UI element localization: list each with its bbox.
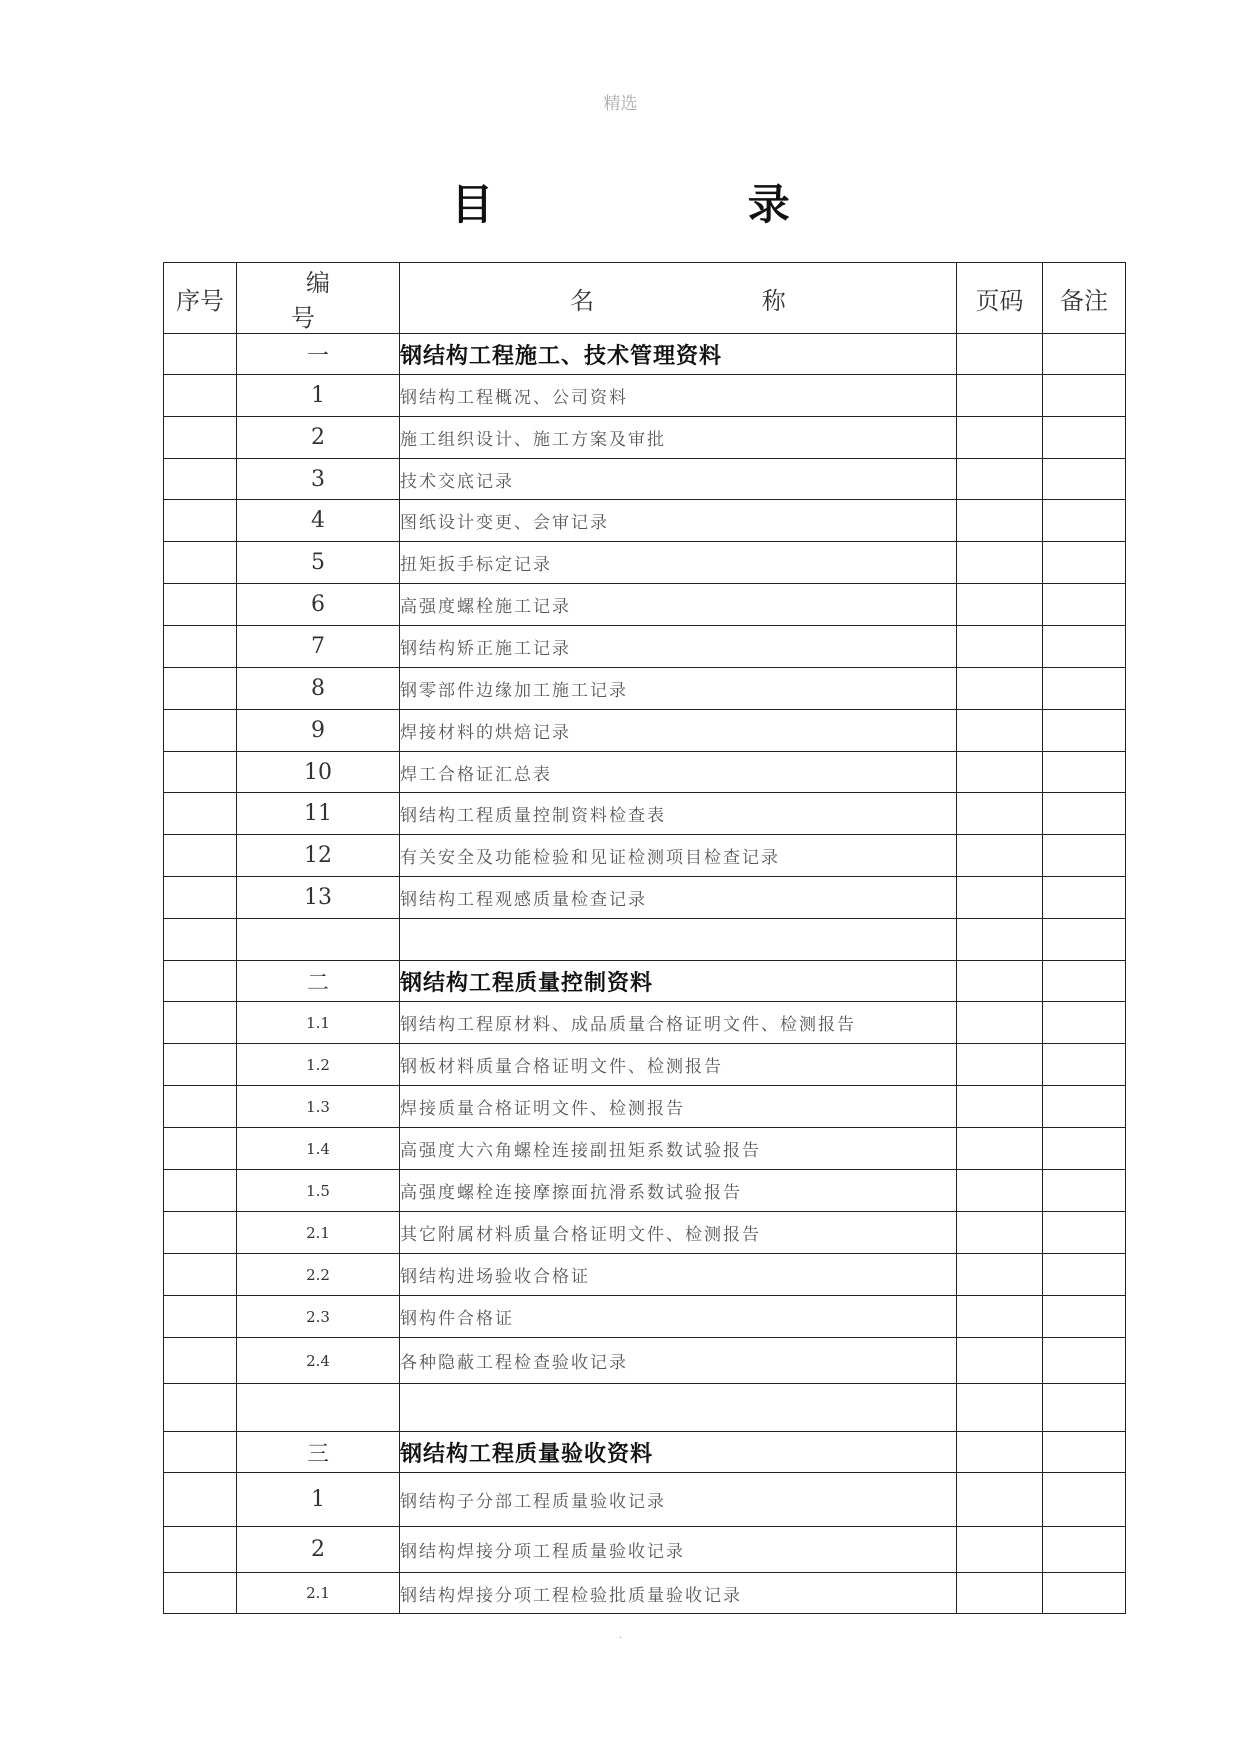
cell-name: [400, 919, 957, 961]
cell-note: [1043, 584, 1126, 626]
cell-seq: [164, 1212, 237, 1254]
cell-code: [237, 919, 400, 961]
cell-name: 钢结构工程施工、技术管理资料: [400, 334, 957, 375]
toc-row: [164, 1170, 1126, 1212]
cell-seq: [164, 1384, 237, 1432]
header-note: 备注: [1043, 263, 1126, 334]
header-name: 名 称: [400, 263, 957, 334]
cell-note: [1043, 1473, 1126, 1527]
cell-page: [957, 710, 1043, 752]
cell-note: [1043, 877, 1126, 919]
cell-code: 12: [237, 835, 400, 877]
cell-code: 2.4: [237, 1338, 400, 1384]
toc-row: [164, 710, 1126, 752]
cell-code: 13: [237, 877, 400, 919]
toc-row: [164, 375, 1126, 417]
cell-page: [957, 1044, 1043, 1086]
cell-seq: [164, 334, 237, 375]
cell-name: 焊接质量合格证明文件、检测报告: [400, 1086, 957, 1128]
toc-row: [164, 1573, 1126, 1614]
cell-seq: [164, 752, 237, 793]
cell-name: 钢构件合格证: [400, 1296, 957, 1338]
cell-code: [237, 1384, 400, 1432]
toc-row: [164, 626, 1126, 668]
cell-code: 2: [237, 1527, 400, 1573]
cell-note: [1043, 710, 1126, 752]
cell-name: 钢结构工程概况、公司资料: [400, 375, 957, 417]
toc-row: [164, 1044, 1126, 1086]
cell-note: [1043, 919, 1126, 961]
cell-page: [957, 1212, 1043, 1254]
cell-code: 2: [237, 417, 400, 459]
cell-code: 1: [237, 1473, 400, 1527]
cell-page: [957, 752, 1043, 793]
cell-page: [957, 877, 1043, 919]
cell-seq: [164, 1473, 237, 1527]
cell-name: 施工组织设计、施工方案及审批: [400, 417, 957, 459]
cell-page: [957, 1254, 1043, 1296]
cell-note: [1043, 668, 1126, 710]
cell-page: [957, 1002, 1043, 1044]
cell-note: [1043, 1296, 1126, 1338]
header-page: 页码: [957, 263, 1043, 334]
cell-note: [1043, 417, 1126, 459]
cell-seq: [164, 1573, 237, 1614]
toc-row: [164, 752, 1126, 793]
cell-note: [1043, 542, 1126, 584]
cell-seq: [164, 417, 237, 459]
cell-seq: [164, 1086, 237, 1128]
section-row: [164, 1432, 1126, 1473]
cell-code: 一: [237, 334, 400, 375]
cell-page: [957, 334, 1043, 375]
cell-name: 钢结构焊接分项工程检验批质量验收记录: [400, 1573, 957, 1614]
cell-seq: [164, 1002, 237, 1044]
cell-code: 三: [237, 1432, 400, 1473]
cell-code: 3: [237, 459, 400, 500]
cell-name: 高强度螺栓连接摩擦面抗滑系数试验报告: [400, 1170, 957, 1212]
cell-note: [1043, 1212, 1126, 1254]
cell-note: [1043, 1432, 1126, 1473]
cell-note: [1043, 1254, 1126, 1296]
toc-row: [164, 1002, 1126, 1044]
toc-row: [164, 1473, 1126, 1527]
cell-page: [957, 626, 1043, 668]
cell-page: [957, 1296, 1043, 1338]
cell-seq: [164, 1338, 237, 1384]
cell-note: [1043, 375, 1126, 417]
cell-page: [957, 961, 1043, 1002]
toc-row: [164, 1254, 1126, 1296]
cell-note: [1043, 752, 1126, 793]
cell-seq: [164, 1527, 237, 1573]
cell-page: [957, 1527, 1043, 1573]
cell-code: 10: [237, 752, 400, 793]
toc-row: [164, 1296, 1126, 1338]
cell-page: [957, 793, 1043, 835]
cell-note: [1043, 500, 1126, 542]
cell-page: [957, 1170, 1043, 1212]
cell-page: [957, 1338, 1043, 1384]
cell-page: [957, 417, 1043, 459]
cell-name: 钢结构工程原材料、成品质量合格证明文件、检测报告: [400, 1002, 957, 1044]
cell-note: [1043, 1384, 1126, 1432]
cell-code: 1.5: [237, 1170, 400, 1212]
cell-code: 7: [237, 626, 400, 668]
cell-page: [957, 1573, 1043, 1614]
page-title: 目 录: [451, 180, 910, 229]
cell-page: [957, 919, 1043, 961]
cell-seq: [164, 1432, 237, 1473]
cell-code: 1: [237, 375, 400, 417]
cell-note: [1043, 459, 1126, 500]
cell-seq: [164, 375, 237, 417]
toc-row: [164, 459, 1126, 500]
cell-page: [957, 1384, 1043, 1432]
cell-code: 1.4: [237, 1128, 400, 1170]
cell-seq: [164, 1128, 237, 1170]
cell-code: 6: [237, 584, 400, 626]
cell-seq: [164, 919, 237, 961]
cell-seq: [164, 1254, 237, 1296]
toc-row: [164, 835, 1126, 877]
cell-name: 高强度大六角螺栓连接副扭矩系数试验报告: [400, 1128, 957, 1170]
cell-name: 钢板材料质量合格证明文件、检测报告: [400, 1044, 957, 1086]
cell-name: 钢结构矫正施工记录: [400, 626, 957, 668]
cell-name: 钢结构工程质量控制资料检查表: [400, 793, 957, 835]
toc-row: [164, 1384, 1126, 1432]
header-row: [164, 263, 1126, 334]
cell-name: 钢零部件边缘加工施工记录: [400, 668, 957, 710]
cell-note: [1043, 1044, 1126, 1086]
header-seq: 序号: [164, 263, 237, 334]
toc-row: [164, 877, 1126, 919]
watermark: 精选: [603, 94, 638, 114]
cell-code: 二: [237, 961, 400, 1002]
footer-mark: .: [618, 1630, 623, 1641]
cell-code: 1.3: [237, 1086, 400, 1128]
cell-page: [957, 459, 1043, 500]
toc-row: [164, 542, 1126, 584]
cell-name: 焊接材料的烘焙记录: [400, 710, 957, 752]
cell-code: 2.3: [237, 1296, 400, 1338]
cell-name: 有关安全及功能检验和见证检测项目检查记录: [400, 835, 957, 877]
cell-code: 2.1: [237, 1212, 400, 1254]
cell-page: [957, 668, 1043, 710]
toc-table: [163, 262, 1126, 1614]
cell-page: [957, 542, 1043, 584]
cell-name: 各种隐蔽工程检查验收记录: [400, 1338, 957, 1384]
toc-row: [164, 919, 1126, 961]
cell-note: [1043, 1527, 1126, 1573]
cell-code: 5: [237, 542, 400, 584]
cell-code: 8: [237, 668, 400, 710]
cell-seq: [164, 668, 237, 710]
cell-code: 2.2: [237, 1254, 400, 1296]
toc-row: [164, 1527, 1126, 1573]
cell-page: [957, 1128, 1043, 1170]
cell-seq: [164, 1044, 237, 1086]
cell-seq: [164, 500, 237, 542]
cell-page: [957, 500, 1043, 542]
toc-row: [164, 584, 1126, 626]
toc-row: [164, 1086, 1126, 1128]
cell-page: [957, 1086, 1043, 1128]
cell-note: [1043, 1573, 1126, 1614]
cell-note: [1043, 793, 1126, 835]
cell-note: [1043, 626, 1126, 668]
cell-name: 钢结构工程质量验收资料: [400, 1432, 957, 1473]
cell-name: 钢结构焊接分项工程质量验收记录: [400, 1527, 957, 1573]
cell-note: [1043, 1128, 1126, 1170]
cell-name: 钢结构子分部工程质量验收记录: [400, 1473, 957, 1527]
toc-row: [164, 417, 1126, 459]
cell-code: 1.1: [237, 1002, 400, 1044]
cell-note: [1043, 961, 1126, 1002]
cell-seq: [164, 710, 237, 752]
cell-seq: [164, 626, 237, 668]
cell-name: 高强度螺栓施工记录: [400, 584, 957, 626]
cell-seq: [164, 877, 237, 919]
cell-code: 2.1: [237, 1573, 400, 1614]
cell-page: [957, 375, 1043, 417]
cell-note: [1043, 1002, 1126, 1044]
cell-name: 扭矩扳手标定记录: [400, 542, 957, 584]
toc-row: [164, 668, 1126, 710]
cell-name: 钢结构工程观感质量检查记录: [400, 877, 957, 919]
cell-note: [1043, 1170, 1126, 1212]
toc-row: [164, 1338, 1126, 1384]
cell-note: [1043, 835, 1126, 877]
cell-seq: [164, 459, 237, 500]
cell-name: [400, 1384, 957, 1432]
cell-code: 11: [237, 793, 400, 835]
cell-seq: [164, 835, 237, 877]
cell-seq: [164, 961, 237, 1002]
cell-page: [957, 835, 1043, 877]
cell-name: 钢结构工程质量控制资料: [400, 961, 957, 1002]
cell-seq: [164, 1170, 237, 1212]
cell-code: 1.2: [237, 1044, 400, 1086]
section-row: [164, 961, 1126, 1002]
cell-name: 技术交底记录: [400, 459, 957, 500]
cell-note: [1043, 1086, 1126, 1128]
cell-seq: [164, 584, 237, 626]
header-code: 编 号: [237, 263, 400, 334]
toc-row: [164, 1212, 1126, 1254]
toc-row: [164, 793, 1126, 835]
cell-name: 焊工合格证汇总表: [400, 752, 957, 793]
cell-note: [1043, 334, 1126, 375]
toc-row: [164, 500, 1126, 542]
cell-name: 其它附属材料质量合格证明文件、检测报告: [400, 1212, 957, 1254]
cell-name: 图纸设计变更、会审记录: [400, 500, 957, 542]
section-row: [164, 334, 1126, 375]
toc-row: [164, 1128, 1126, 1170]
cell-code: 9: [237, 710, 400, 752]
cell-seq: [164, 1296, 237, 1338]
cell-page: [957, 1432, 1043, 1473]
cell-seq: [164, 793, 237, 835]
cell-code: 4: [237, 500, 400, 542]
cell-page: [957, 584, 1043, 626]
cell-seq: [164, 542, 237, 584]
cell-page: [957, 1473, 1043, 1527]
cell-note: [1043, 1338, 1126, 1384]
cell-name: 钢结构进场验收合格证: [400, 1254, 957, 1296]
